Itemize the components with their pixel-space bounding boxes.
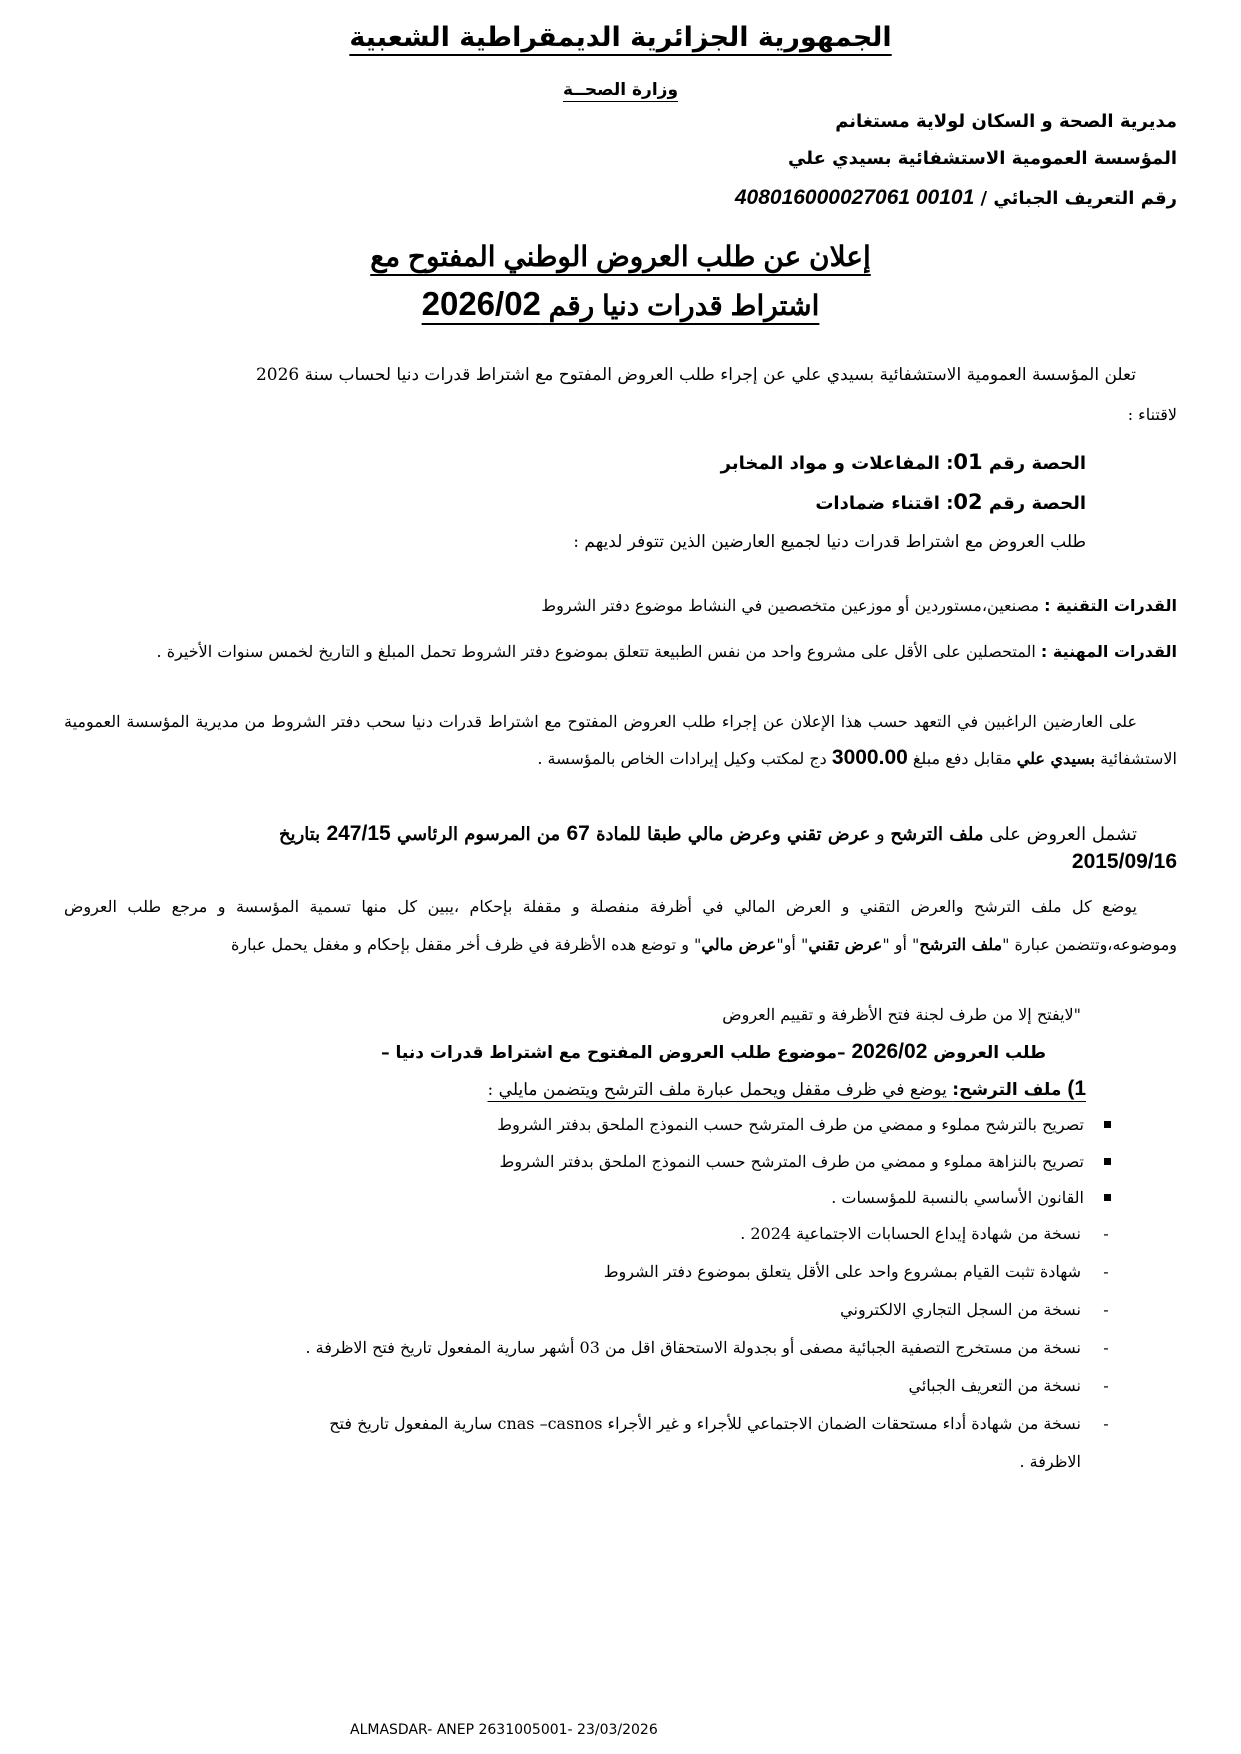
list-item: القانون الأساسي بالنسبة للمؤسسات . xyxy=(831,1188,1111,1207)
square-bullet-icon xyxy=(1104,1194,1111,1201)
square-bullet-icon xyxy=(1104,1121,1111,1128)
tax-id-label: رقم التعريف الجبائي / xyxy=(974,188,1177,209)
purpose-label: لاقتناء : xyxy=(1127,405,1177,424)
tax-id-line xyxy=(735,186,1177,210)
dash-bullet-icon: - xyxy=(1103,1262,1109,1281)
lot-1: الحصة رقم 01: المفاعلات و مواد المخابر xyxy=(720,450,1086,474)
dash-bullet-icon: - xyxy=(1103,1338,1109,1357)
dash-bullet-icon: - xyxy=(1103,1376,1109,1395)
institution-line: المؤسسة العمومية الاستشفائية بسيدي علي xyxy=(788,148,1177,169)
tender-subject-line: طلب العروض 2026/02 –موضوع طلب العروض المفتوح مع اشتراط قدرات دنيا – xyxy=(381,1040,1046,1063)
fee-amount: 3000.00 xyxy=(831,746,908,769)
candidature-heading: 1) ملف الترشح: يوضع في ظرف مقفل ويحمل عبارة ملف الترشح ويتضمن مايلي : xyxy=(487,1077,1086,1100)
list-item: تصريح بالنزاهة مملوء و ممضي من طرف المترشح حسب النموذج الملحق بدفتر الشروط xyxy=(500,1152,1111,1171)
ministry-heading: وزارة الصحــة xyxy=(562,80,679,100)
list-item: - نسخة من شهادة إيداع الحسابات الاجتماعية 2024 . xyxy=(740,1224,1111,1243)
announcement-title-line1: إعلان عن طلب العروض الوطني المفتوح مع xyxy=(370,241,871,272)
list-item: - شهادة تثبت القيام بمشروع واحد على الأقل يتعلق بموضوع دفتر الشروط xyxy=(604,1262,1111,1281)
source-footer: ALMASDAR- ANEP 2631005001- 23/03/2026 xyxy=(350,1722,658,1738)
list-item: - نسخة من مستخرج التصفية الجبائية مصفى أو بجدولة الاستحقاق اقل من 03 أشهر سارية المفعول تاريخ فتح الاظرفة . xyxy=(305,1338,1111,1357)
dash-bullet-icon: - xyxy=(1103,1414,1109,1433)
envelopes-paragraph: يوضع كل ملف الترشح والعرض التقني و العرض المالي في أظرفة منفصلة و مقفلة بإحكام ،يبين كل منها تسمية المؤسسة و مرجع طلب العروض وموضوعه،وتتضمن عبارة "ملف الترشح" أو "عرض تقني" أو"عرض مالي" و توضع هده الأظرفة في ظرف أخر مقفل بإحكام و مغفل يحمل عبارة xyxy=(64,897,1177,954)
intro-paragraph: تعلن المؤسسة العمومية الاستشفائية بسيدي علي عن إجراء طلب العروض المفتوح مع اشتراط قدرات دنيا لحساب سنة 2026 xyxy=(255,365,1136,385)
decree-date: 2015/09/16 xyxy=(1071,850,1177,873)
withdrawal-paragraph: على العارضين الراغبين في التعهد حسب هذا الإعلان عن إجراء طلب العروض المفتوح مع اشتراط قدرات دنيا سحب دفتر الشروط من مديرية المؤسسة العمومية الاستشفائية بسيدي علي مقابل دفع مبلغ 3000.00 دج لمكتب وكيل إيرادات الخاص بالمؤسسة . xyxy=(64,712,1177,769)
list-item: - نسخة من السجل التجاري الالكتروني xyxy=(840,1300,1111,1319)
tax-id-number: 408016000027061 00101 xyxy=(734,186,975,209)
dash-bullet-icon: - xyxy=(1103,1224,1109,1243)
eligibility-intro: طلب العروض مع اشتراط قدرات دنيا لجميع العارضين الذين تتوفر لديهم : xyxy=(573,532,1086,552)
list-item: - نسخة من التعريف الجبائي xyxy=(909,1376,1112,1395)
technical-capacity: القدرات التقنية : مصنعين،مستوردين أو موزعين متخصصين في النشاط موضوع دفتر الشروط xyxy=(541,596,1177,615)
offers-paragraph: تشمل العروض على ملف الترشح و عرض تقني وعرض مالي طبقا للمادة 67 من المرسوم الرئاسي 247/15 بتاريخ xyxy=(278,822,1137,845)
list-item: تصريح بالترشح مملوء و ممضي من طرف المترشح حسب النموذج الملحق بدفتر الشروط xyxy=(497,1115,1111,1134)
announcement-title-line2: اشتراط قدرات دنيا رقم 2026/02 xyxy=(421,285,820,322)
square-bullet-icon xyxy=(1104,1158,1111,1165)
dash-bullet-icon: - xyxy=(1103,1300,1109,1319)
republic-heading: الجمهورية الجزائرية الديمقراطية الشعبية xyxy=(349,22,892,53)
envelope-quote-line: "لايفتح إلا من طرف لجنة فتح الأظرفة و تقييم العروض xyxy=(722,1005,1081,1024)
list-item: - نسخة من شهادة أداء مستحقات الضمان الاجتماعي للأجراء و غير الأجراء cnas –casnos سارية المفعول تاريخ فتح xyxy=(329,1414,1111,1433)
list-item-continuation: الاظرفة . xyxy=(1019,1452,1081,1471)
professional-capacity: القدرات المهنية : المتحصلين على الأقل على مشروع واحد من نفس الطبيعة تتعلق بموضوع دفتر الشروط تحمل المبلغ و التاريخ لخمس سنوات الأخيرة . xyxy=(156,642,1177,661)
lot-2: الحصة رقم 02: اقتناء ضمادات xyxy=(815,490,1086,514)
tender-number: 2026/02 xyxy=(421,285,541,322)
directorate-line: مديرية الصحة و السكان لولاية مستغانم xyxy=(835,111,1177,132)
